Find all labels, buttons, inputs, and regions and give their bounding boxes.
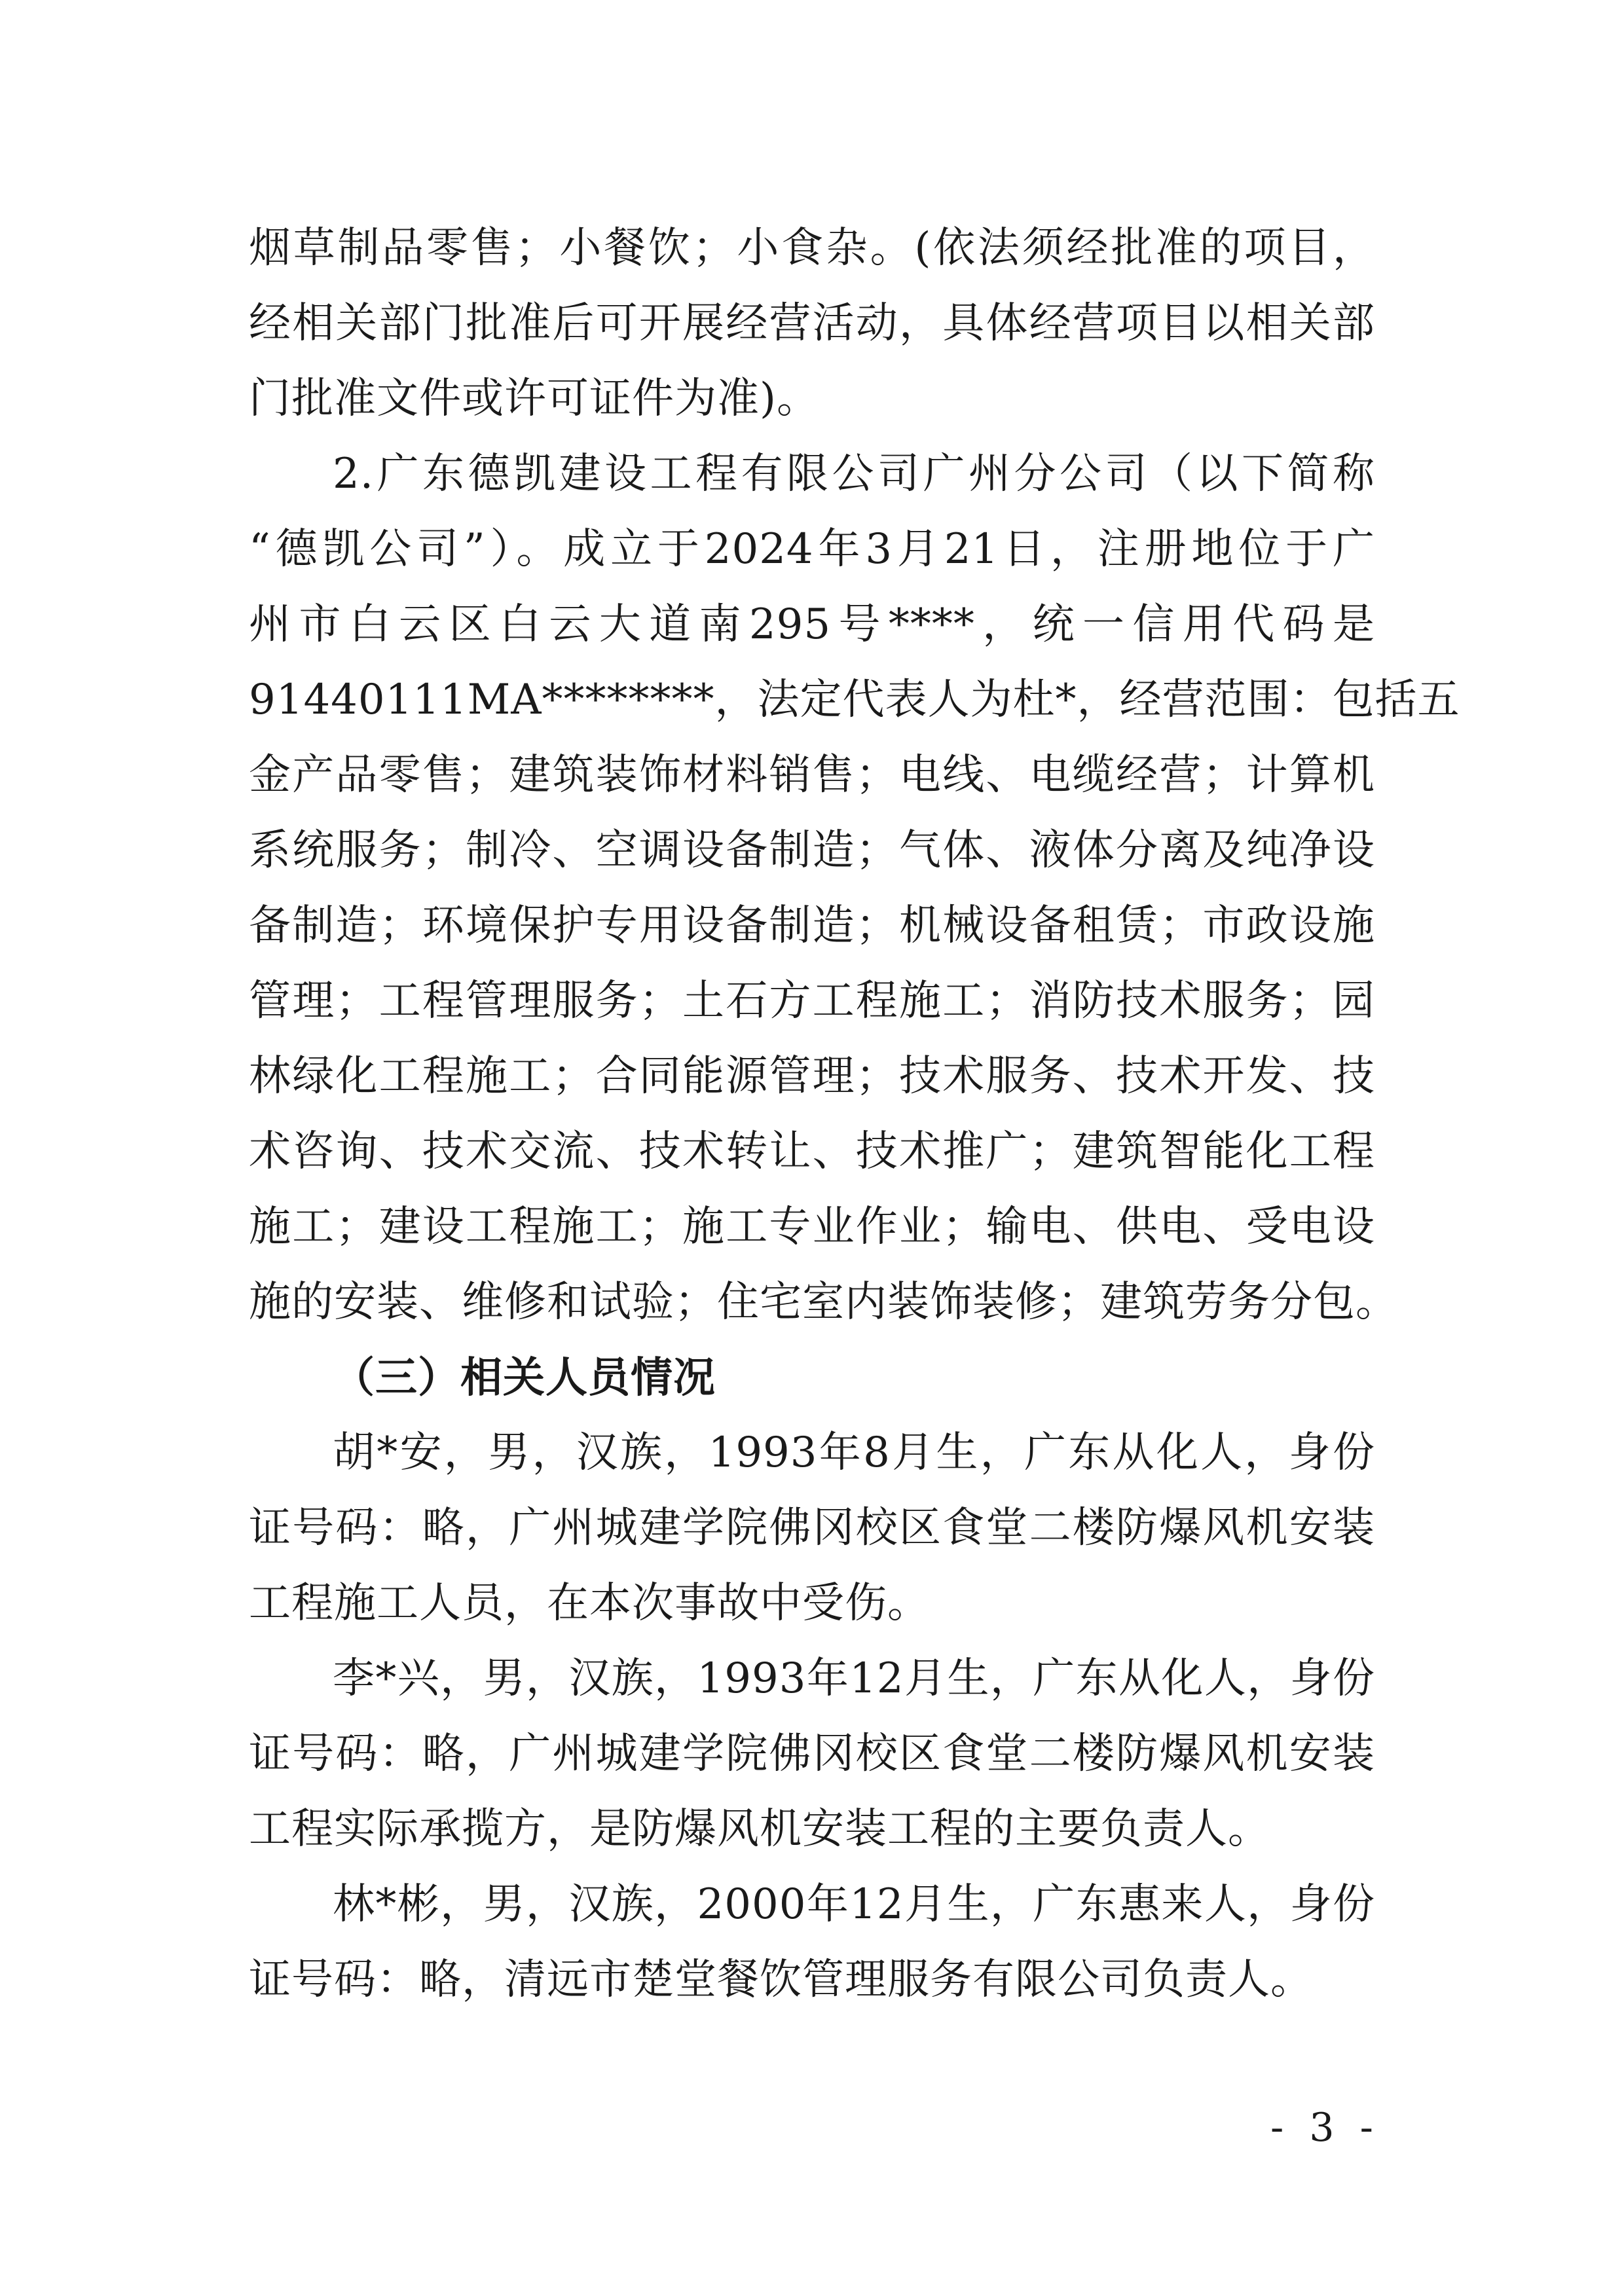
- paragraph-line: 林绿化工程施工；合同能源管理；技术服务、技术开发、技: [249, 1052, 1375, 1101]
- paragraph-line: 施工；建设工程施工；施工专业作业；输电、供电、受电设: [249, 1203, 1375, 1251]
- paragraph-line: 州市白云区白云大道南295号****，统一信用代码是: [249, 600, 1375, 649]
- paragraph-line: 91440111MA********，法定代表人为杜*，经营范围：包括五: [249, 676, 1460, 724]
- paragraph-line: 证号码：略，广州城建学院佛冈校区食堂二楼防爆风机安装: [249, 1504, 1375, 1552]
- paragraph-line: 胡*安，男，汉族，1993年8月生，广东从化人，身份: [333, 1429, 1375, 1477]
- paragraph-line: 管理；工程管理服务；土石方工程施工；消防技术服务；园: [249, 977, 1375, 1025]
- page-number: - 3 -: [1270, 2105, 1380, 2151]
- paragraph-line: 证号码：略，清远市楚堂餐饮管理服务有限公司负责人。: [249, 1956, 1313, 2004]
- document-body: [249, 211, 1460, 2018]
- paragraph-line: 2.广东德凯建设工程有限公司广州分公司（以下简称: [333, 450, 1375, 498]
- paragraph-line: 系统服务；制冷、空调设备制造；气体、液体分离及纯净设: [249, 826, 1375, 875]
- paragraph-line: 施的安装、维修和试验；住宅室内装饰装修；建筑劳务分包。: [249, 1278, 1398, 1326]
- paragraph-line: “德凯公司”）。成立于2024年3月21日，注册地位于广: [249, 525, 1375, 574]
- paragraph-line: 工程施工人员，在本次事故中受伤。: [249, 1579, 930, 1628]
- paragraph-line: 经相关部门批准后可开展经营活动，具体经营项目以相关部: [249, 299, 1375, 348]
- paragraph-line: 术咨询、技术交流、技术转让、技术推广；建筑智能化工程: [249, 1127, 1375, 1176]
- paragraph-line: 工程实际承揽方，是防爆风机安装工程的主要负责人。: [249, 1805, 1270, 1853]
- paragraph-line: 备制造；环境保护专用设备制造；机械设备租赁；市政设施: [249, 902, 1375, 950]
- paragraph-line: 门批准文件或许可证件为准)。: [249, 374, 819, 423]
- paragraph-line: 李*兴，男，汉族，1993年12月生，广东从化人，身份: [333, 1654, 1375, 1703]
- paragraph-line: 证号码：略，广州城建学院佛冈校区食堂二楼防爆风机安装: [249, 1730, 1375, 1778]
- paragraph-line: 金产品零售；建筑装饰材料销售；电线、电缆经营；计算机: [249, 751, 1375, 799]
- paragraph-line: 林*彬，男，汉族，2000年12月生，广东惠来人，身份: [333, 1880, 1375, 1929]
- section-heading: （三）相关人员情况: [333, 1353, 716, 1402]
- paragraph-line: 烟草制品零售；小餐饮；小食杂。(依法须经批准的项目，: [249, 224, 1375, 272]
